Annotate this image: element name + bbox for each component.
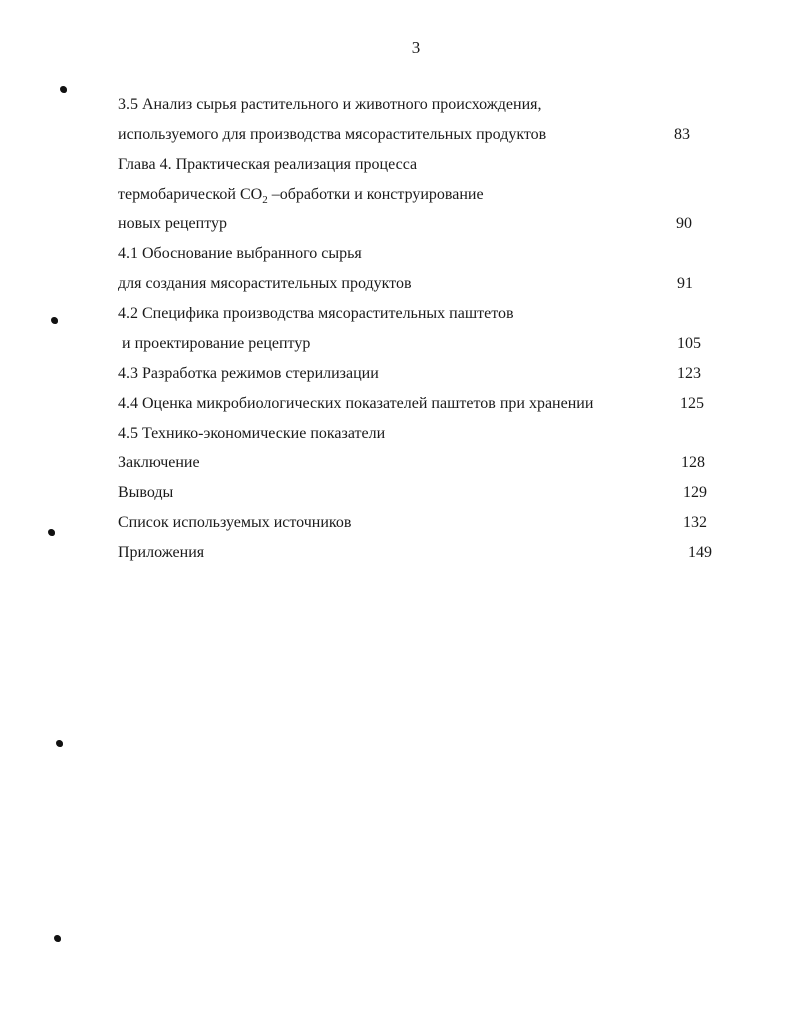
toc-entry-4-4: 4.4 Оценка микробиологических показателей паштетов при хранении: [118, 395, 594, 412]
toc-entry-3-5-line-2: используемого для производства мясорастительных продуктов: [118, 126, 547, 143]
toc-entry-4-1-line-1: 4.1 Обоснование выбранного сырья: [118, 245, 362, 262]
toc-entry-4-5: 4.5 Технико-экономические показатели: [118, 425, 386, 442]
toc-page-number: 90: [676, 215, 692, 232]
toc-page-number: 91: [677, 275, 693, 292]
toc-page-number: 123: [677, 365, 701, 382]
toc-page-number: 125: [680, 395, 704, 412]
toc-entry-4-2-line-1: 4.2 Специфика производства мясорастительных паштетов: [118, 305, 514, 322]
scan-mark: [56, 740, 63, 747]
toc-page-number: 132: [683, 514, 707, 531]
toc-text: –обработки и конструирование: [267, 186, 484, 203]
toc-chapter-4-line-1: Глава 4. Практическая реализация процесса: [118, 156, 418, 173]
toc-chapter-4-line-2: [118, 185, 484, 205]
toc-page-number: 83: [674, 126, 690, 143]
scan-mark: [48, 529, 55, 536]
scan-mark: [51, 317, 58, 324]
toc-entry-references: Список используемых источников: [118, 514, 352, 531]
co2-subscript: 2: [262, 194, 268, 207]
toc-page-number: 128: [681, 454, 705, 471]
toc-page-number: 149: [688, 544, 712, 561]
toc-chapter-4-line-3: новых рецептур: [118, 215, 227, 232]
toc-entry-3-5-line-1: 3.5 Анализ сырья растительного и животного происхождения,: [118, 96, 542, 113]
toc-entry-4-3: 4.3 Разработка режимов стерилизации: [118, 365, 379, 382]
toc-page-number: 129: [683, 484, 707, 501]
toc-text: термобарической CO: [118, 186, 263, 203]
toc-page-number: 105: [677, 335, 701, 352]
page-number: 3: [411, 38, 421, 57]
scan-mark: [60, 86, 67, 93]
toc-entry-4-2-line-2: и проектирование рецептур: [118, 335, 311, 352]
toc-entry-findings: Выводы: [118, 484, 174, 501]
toc-entry-appendices: Приложения: [118, 544, 205, 561]
toc-entry-4-1-line-2: для создания мясорастительных продуктов: [118, 275, 412, 292]
scan-mark: [54, 935, 61, 942]
toc-entry-conclusion: Заключение: [118, 454, 200, 471]
